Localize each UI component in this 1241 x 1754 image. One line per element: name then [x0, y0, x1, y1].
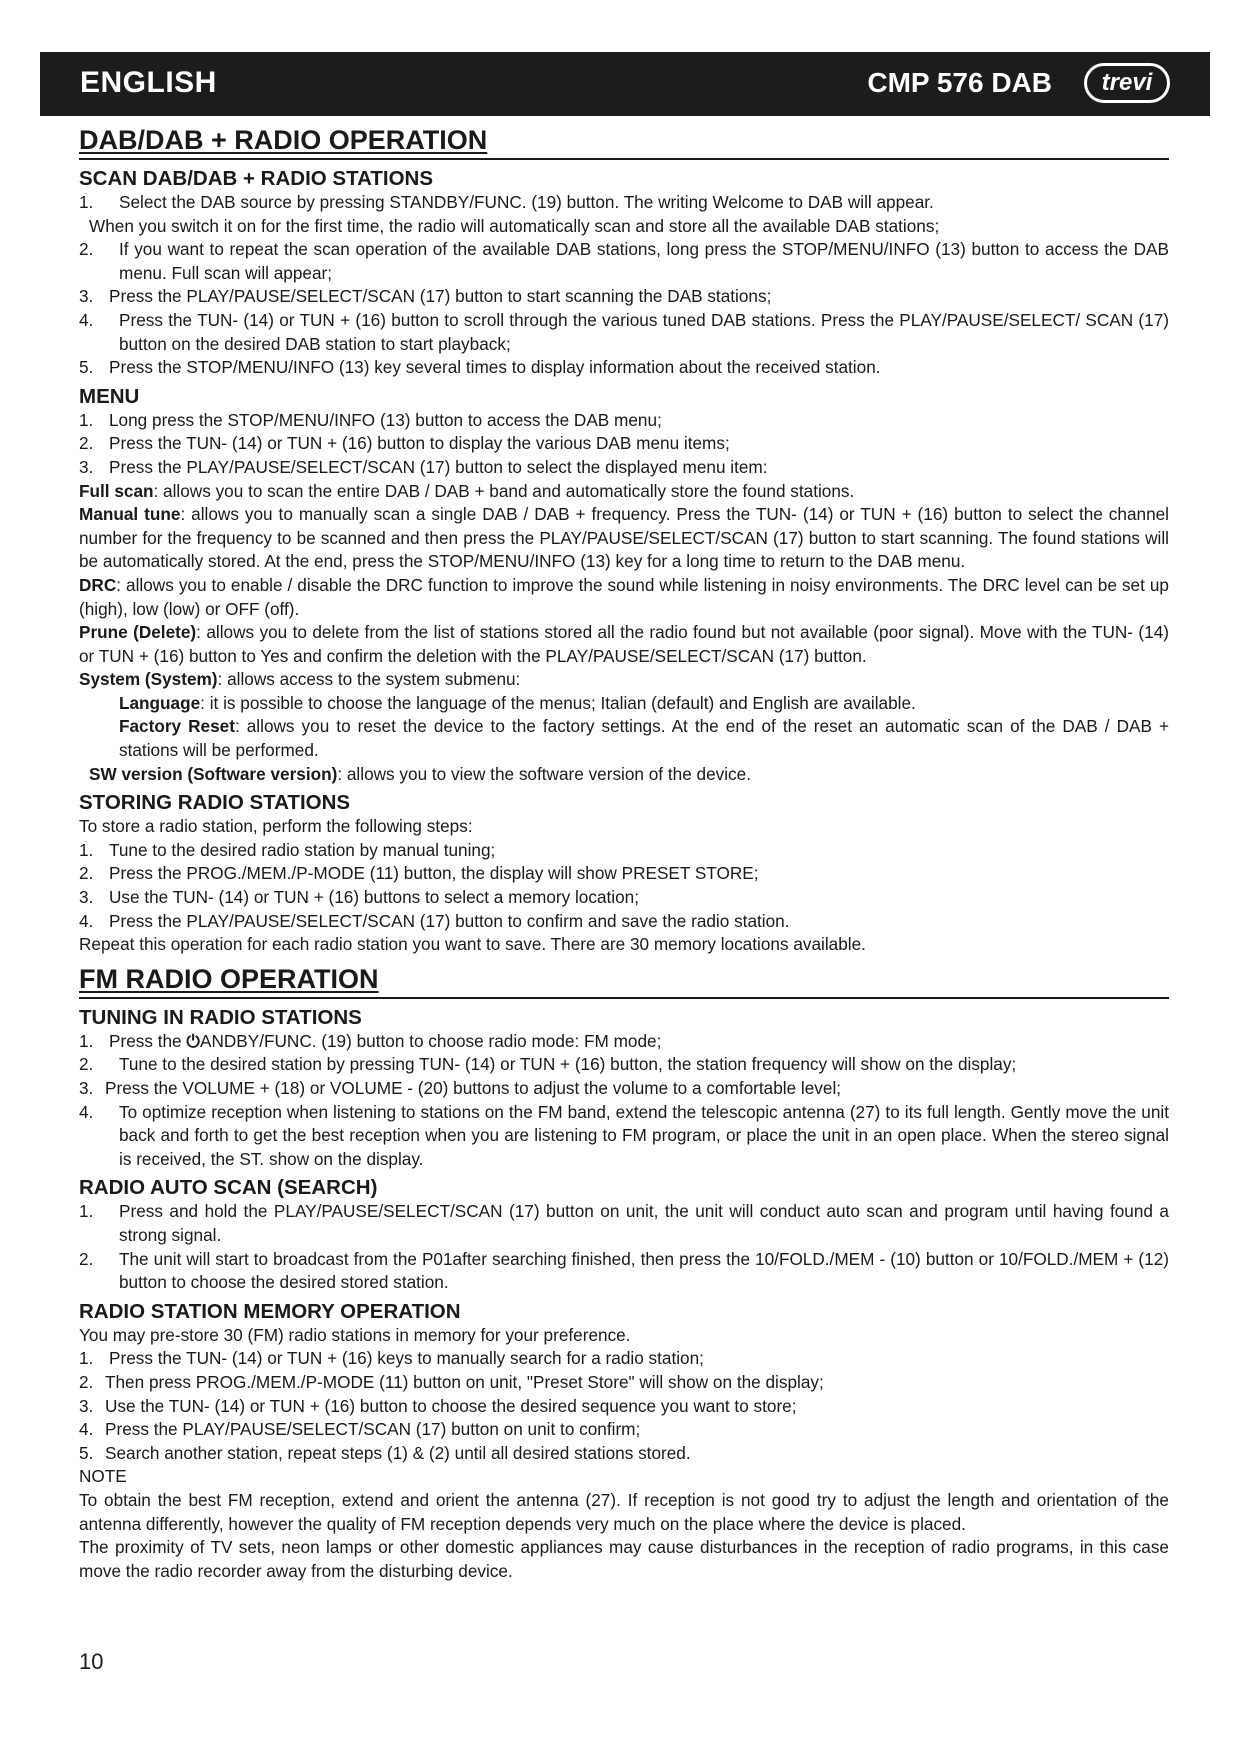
model-name: CMP 576 DAB [867, 67, 1052, 98]
list-item: 3. Press the PLAY/PAUSE/SELECT/SCAN (17) button to start scanning the DAB stations; [79, 286, 772, 307]
standby-icon: ⏻ [186, 1030, 200, 1051]
paragraph: When you switch it on for the first time, the radio will automatically scan and store all the available DAB stations; [89, 215, 940, 236]
list-item: 2. If you want to repeat the scan operation of the available DAB stations, long press the STOP/MENU/INFO (13) button to access the DAB menu. Full scan will appear; [79, 239, 1169, 283]
list-item: 2. Then press PROG./MEM./P-MODE (11) button on unit, "Preset Store" will show on the display; [79, 1371, 824, 1392]
list-item: 3. Press the PLAY/PAUSE/SELECT/SCAN (17) button to select the displayed menu item: [79, 456, 768, 477]
menu-item-manual-tune: Manual tune: allows you to manually scan a single DAB / DAB + frequency. Press the TUN- (14) or TUN + (16) button to select the channel number for the frequency to be scanned and then press the PLAY/PAUSE/SELECT/SCAN (17) button to start scanning. The found stations will be automatically stored. At the end, press the STOP/MENU/INFO (13) key for a long time to return to the DAB menu. [79, 504, 1170, 572]
list-item: 2. Press the PROG./MEM./P-MODE (11) button, the display will show PRESET STORE; [79, 863, 759, 884]
paragraph: Repeat this operation for each radio station you want to save. There are 30 memory locations available. [79, 934, 866, 955]
tuning-heading: TUNING IN RADIO STATIONS [79, 1005, 362, 1029]
note-paragraph: To obtain the best FM reception, extend and orient the antenna (27). If reception is not good try to adjust the length and orientation of the antenna differently, however the quality of FM reception depends very much on the place where the device is placed. [79, 1489, 1169, 1534]
list-item: 2. The unit will start to broadcast from the P01after searching finished, then press the 10/FOLD./MEM - (10) button or 10/FOLD./MEM + (12) button to choose the desired stored station. [79, 1248, 1169, 1293]
menu-item-sw-version: SW version (Software version): allows you to view the software version of the device. [89, 763, 751, 784]
list-item: 4. To optimize reception when listening to stations on the FM band, extend the telescopic antenna (27) to its full length. Gently move the unit back and forth to get the best reception when you are listening to FM program, or place the unit in an open place. When the stereo signal is received, the ST. show on the display. [79, 1101, 1169, 1169]
list-item: 3. Press the VOLUME + (18) or VOLUME - (20) buttons to adjust the volume to a comfortable level; [79, 1078, 842, 1098]
trevi-logo: trevi [1084, 63, 1170, 103]
memory-heading: RADIO STATION MEMORY OPERATION [79, 1299, 461, 1323]
menu-item-system: System (System): allows access to the system submenu: [79, 669, 521, 690]
note-label: NOTE [79, 1466, 127, 1487]
storing-heading: STORING RADIO STATIONS [79, 791, 351, 815]
page-header [40, 52, 1210, 116]
note-paragraph: The proximity of TV sets, neon lamps or other domestic appliances may cause disturbances in the reception of radio programs, in this case move the radio recorder away from the disturbing device. [79, 1537, 1169, 1581]
list-item: 1. Press and hold the PLAY/PAUSE/SELECT/SCAN (17) button on unit, the unit will conduct auto scan and program until having found a strong signal. [79, 1201, 1169, 1245]
list-item: 2. Press the TUN- (14) or TUN + (16) button to display the various DAB menu items; [79, 433, 730, 454]
menu-heading: MENU [79, 384, 140, 408]
list-item: 1. Tune to the desired radio station by manual tuning; [79, 839, 496, 860]
list-item: 3. Use the TUN- (14) or TUN + (16) button to choose the desired sequence you want to store; [79, 1395, 797, 1416]
list-item: 1. Long press the STOP/MENU/INFO (13) button to access the DAB menu; [79, 409, 662, 430]
menu-item-drc: DRC: allows you to enable / disable the DRC function to improve the sound while listening in noisy environments. The DRC level can be set up (high), low (low) or OFF (off). [79, 574, 1169, 619]
list-item: 5. Press the STOP/MENU/INFO (13) key several times to display information about the received station. [79, 357, 881, 378]
list-item: 4. Press the PLAY/PAUSE/SELECT/SCAN (17) button to confirm and save the radio station. [79, 910, 790, 931]
list-item: 3. Use the TUN- (14) or TUN + (16) buttons to select a memory location; [79, 887, 639, 908]
page-content [79, 124, 1169, 1583]
list-item: 4. Press the PLAY/PAUSE/SELECT/SCAN (17) button on unit to confirm; [79, 1419, 641, 1440]
paragraph: You may pre-store 30 (FM) radio stations in memory for your preference. [79, 1324, 631, 1345]
list-item: 1. Select the DAB source by pressing STANDBY/FUNC. (19) button. The writing Welcome to DAB will appear. [79, 192, 934, 212]
auto-scan-heading: RADIO AUTO SCAN (SEARCH) [79, 1176, 378, 1200]
list-item: 4. Press the TUN- (14) or TUN + (16) button to scroll through the various tuned DAB stations. Press the PLAY/PAUSE/SELECT/ SCAN (17) button on the desired DAB station to start playback; [79, 309, 1169, 354]
dab-section-title: DAB/DAB + RADIO OPERATION [79, 124, 1169, 160]
submenu-item-language: Language: it is possible to choose the language of the menus; Italian (default) and English are available. [119, 692, 916, 713]
list-item: 5. Search another station, repeat steps (1) & (2) until all desired stations stored. [79, 1442, 691, 1463]
menu-item-full-scan: Full scan: allows you to scan the entire DAB / DAB + band and automatically store the found stations. [79, 480, 855, 501]
list-item: 1. Press the ⏻ANDBY/FUNC. (19) button to choose radio mode: FM mode; [79, 1030, 662, 1051]
paragraph: To store a radio station, perform the following steps: [79, 816, 473, 837]
scan-heading: SCAN DAB/DAB + RADIO STATIONS [79, 167, 434, 190]
language-label: ENGLISH [80, 66, 217, 99]
menu-item-prune: Prune (Delete): allows you to delete from the list of stations stored all the radio found but not available (poor signal). Move with the TUN- (14) or TUN + (16) button to Yes and confirm the deletion with the PLAY/PAUSE/SELECT/SCAN (17) button. [79, 622, 1169, 666]
fm-section-title: FM RADIO OPERATION [79, 963, 1169, 999]
list-item: 2. Tune to the desired station by pressing TUN- (14) or TUN + (16) button, the station frequency will show on the display; [79, 1054, 1017, 1075]
page-number: 10 [79, 1649, 104, 1674]
list-item: 1. Press the TUN- (14) or TUN + (16) keys to manually search for a radio station; [79, 1348, 704, 1369]
submenu-item-factory-reset: Factory Reset: allows you to reset the device to the factory settings. At the end of the reset an automatic scan of the DAB / DAB + stations will be performed. [119, 716, 1169, 761]
